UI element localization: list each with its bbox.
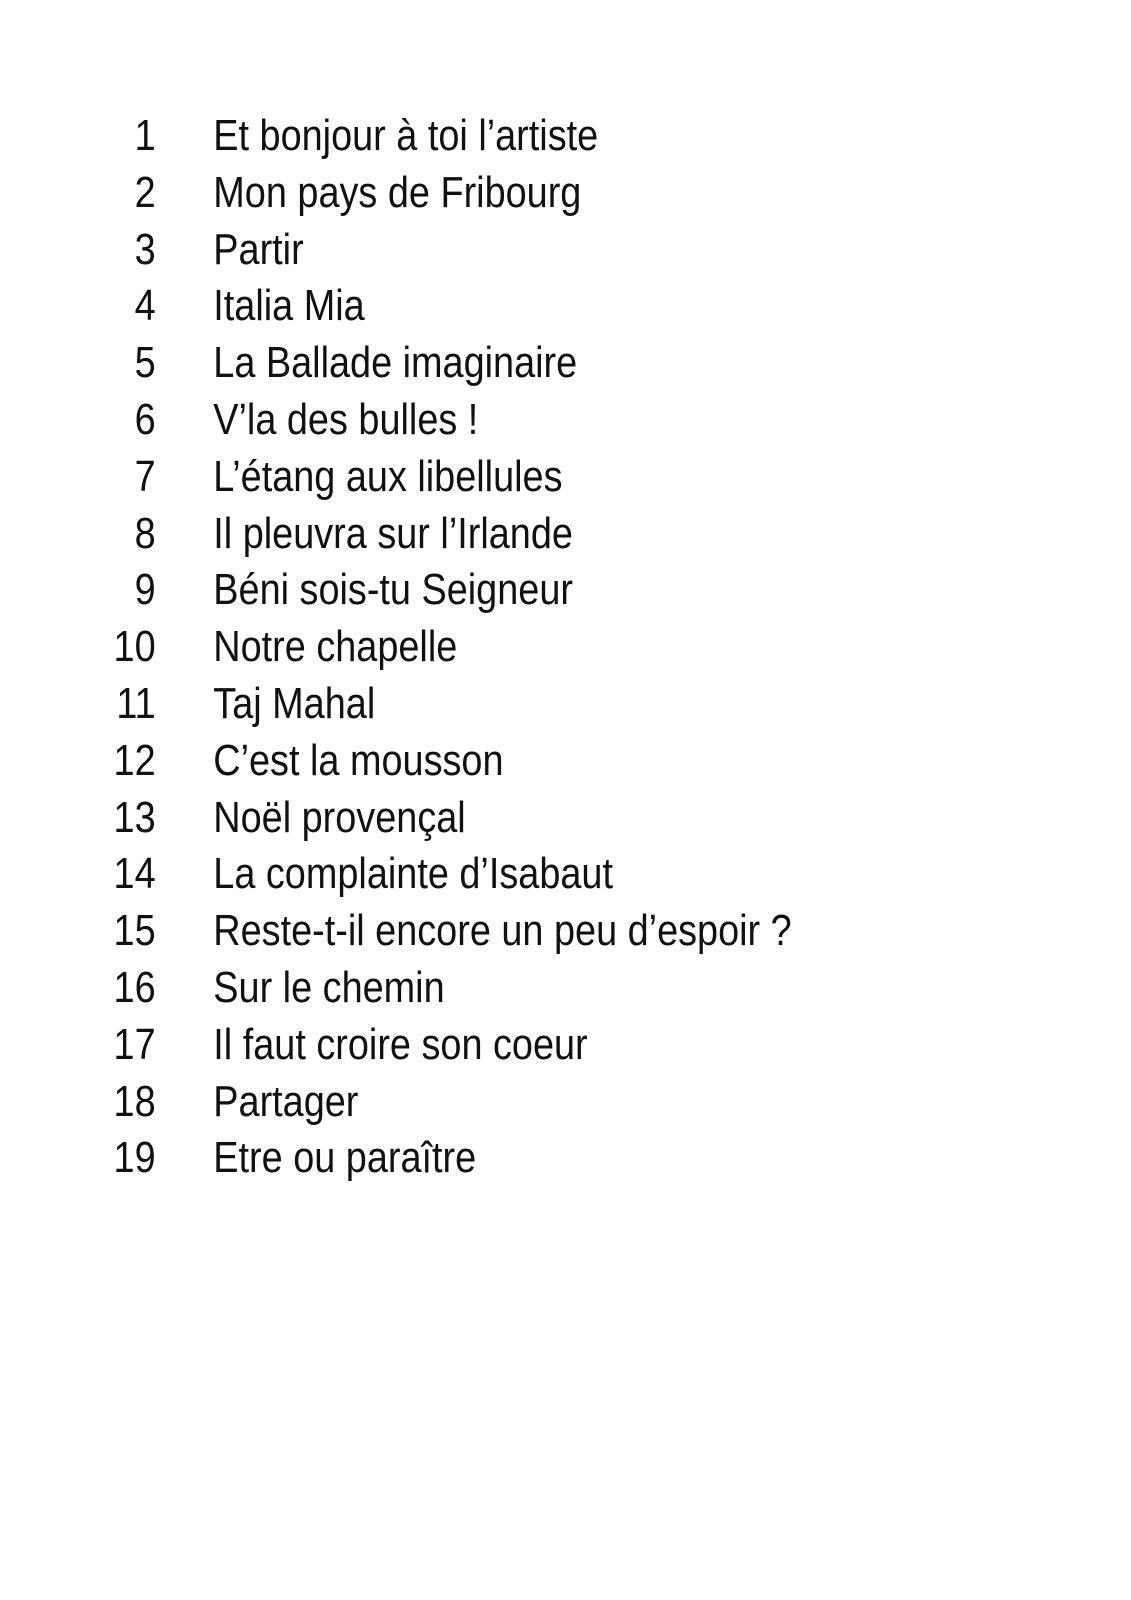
track-title: Il pleuvra sur l’Irlande xyxy=(213,508,573,558)
track-item xyxy=(0,1074,973,1131)
track-item xyxy=(0,392,973,449)
track-item xyxy=(0,449,973,506)
track-number: 8 xyxy=(134,508,156,558)
track-number: 15 xyxy=(113,906,156,956)
track-item xyxy=(0,733,973,790)
track-item xyxy=(0,222,973,279)
track-number: 4 xyxy=(134,281,156,331)
track-list xyxy=(0,108,1131,1187)
track-item xyxy=(0,165,973,222)
track-title: Etre ou paraître xyxy=(213,1133,477,1183)
track-item xyxy=(0,278,973,335)
track-title: C’est la mousson xyxy=(213,735,504,785)
track-number: 17 xyxy=(113,1019,156,1069)
track-item xyxy=(0,335,973,392)
track-item xyxy=(0,846,973,903)
track-number: 18 xyxy=(113,1076,156,1126)
track-item xyxy=(0,790,973,847)
track-title: Et bonjour à toi l’artiste xyxy=(213,111,599,160)
track-number: 5 xyxy=(134,338,156,388)
track-title: Béni sois-tu Seigneur xyxy=(213,565,573,615)
track-title: Partager xyxy=(213,1076,359,1126)
track-title: Noël provençal xyxy=(213,792,466,842)
track-title: Il faut croire son coeur xyxy=(213,1019,588,1069)
track-item xyxy=(0,619,973,676)
track-item xyxy=(0,108,973,165)
track-title: Taj Mahal xyxy=(213,678,376,728)
track-title: La complainte d’Isabaut xyxy=(213,849,613,899)
track-title: Mon pays de Fribourg xyxy=(213,167,582,217)
track-title: V’la des bulles ! xyxy=(213,394,479,444)
track-number: 14 xyxy=(113,849,156,899)
track-number: 6 xyxy=(134,394,156,444)
track-title: Sur le chemin xyxy=(213,962,445,1012)
track-number: 2 xyxy=(134,167,156,217)
track-item xyxy=(0,960,973,1017)
track-number: 10 xyxy=(113,622,156,672)
track-number: 3 xyxy=(134,224,156,274)
track-item xyxy=(0,1130,973,1187)
track-number: 13 xyxy=(113,792,156,842)
track-number: 7 xyxy=(134,451,156,501)
track-title: Notre chapelle xyxy=(213,622,458,672)
track-number: 16 xyxy=(113,962,156,1012)
track-title: Italia Mia xyxy=(213,281,365,331)
track-item xyxy=(0,903,973,960)
track-item xyxy=(0,1017,973,1074)
track-title: L’étang aux libellules xyxy=(213,451,563,501)
track-title: Reste-t-il encore un peu d’espoir ? xyxy=(213,906,792,956)
track-item xyxy=(0,562,973,619)
track-number: 19 xyxy=(113,1133,156,1183)
track-number: 1 xyxy=(134,111,156,160)
track-item xyxy=(0,676,973,733)
track-number: 12 xyxy=(113,735,156,785)
track-title: Partir xyxy=(213,224,304,274)
track-item xyxy=(0,506,973,563)
track-number: 9 xyxy=(134,565,156,615)
track-title: La Ballade imaginaire xyxy=(213,338,578,388)
track-number: 11 xyxy=(116,678,156,728)
